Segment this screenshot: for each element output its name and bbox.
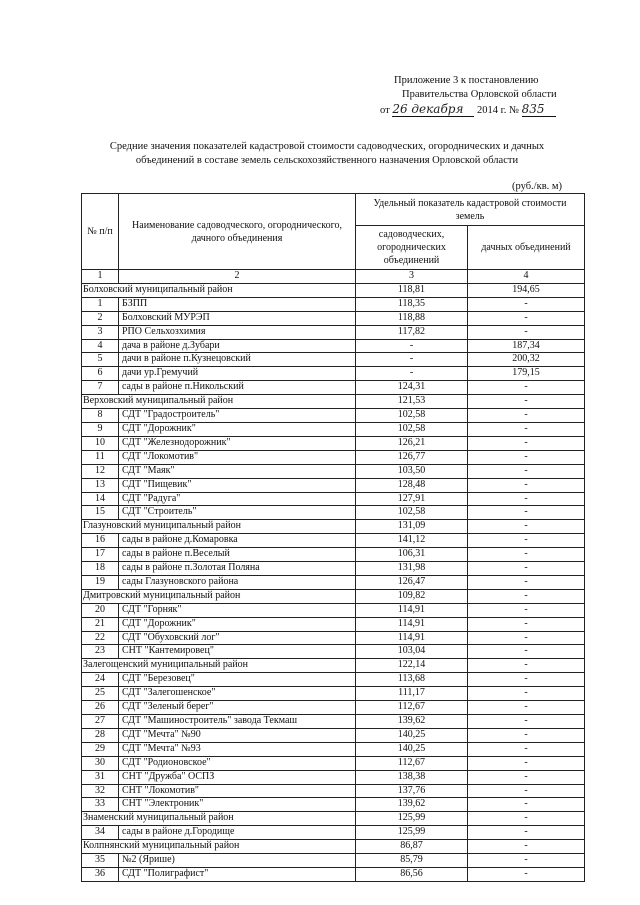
gardening-value: 85,79 bbox=[356, 854, 468, 868]
dacha-value: - bbox=[468, 603, 585, 617]
gardening-value: 140,25 bbox=[356, 728, 468, 742]
column-number: 1 bbox=[82, 270, 119, 284]
association-name: СДТ "Дорожник" bbox=[119, 422, 356, 436]
dacha-value: - bbox=[468, 395, 585, 409]
gardening-value: 139,62 bbox=[356, 715, 468, 729]
dacha-value: - bbox=[468, 867, 585, 881]
dacha-value: - bbox=[468, 645, 585, 659]
dacha-value: - bbox=[468, 673, 585, 687]
column-number-row bbox=[82, 270, 585, 284]
dacha-value: - bbox=[468, 701, 585, 715]
dacha-value: - bbox=[468, 409, 585, 423]
gardening-value: - bbox=[356, 367, 468, 381]
row-number: 5 bbox=[82, 353, 119, 367]
table-row bbox=[82, 575, 585, 589]
dacha-value: - bbox=[468, 840, 585, 854]
association-name: БЗПП bbox=[119, 297, 356, 311]
row-number: 23 bbox=[82, 645, 119, 659]
dacha-value: - bbox=[468, 478, 585, 492]
dacha-value: - bbox=[468, 784, 585, 798]
association-name: сады в районе д.Городище bbox=[119, 826, 356, 840]
row-number: 26 bbox=[82, 701, 119, 715]
table-row bbox=[82, 311, 585, 325]
gardening-value: 113,68 bbox=[356, 673, 468, 687]
association-name: РПО Сельхозхимия bbox=[119, 325, 356, 339]
row-number: 36 bbox=[82, 867, 119, 881]
district-row bbox=[82, 589, 585, 603]
table-row bbox=[82, 687, 585, 701]
row-number: 9 bbox=[82, 422, 119, 436]
document-header bbox=[380, 74, 630, 118]
gardening-value: 114,91 bbox=[356, 603, 468, 617]
header-value-group: Удельный показатель кадастровой стоимости земель bbox=[356, 194, 585, 226]
row-number: 16 bbox=[82, 534, 119, 548]
header-line-2: Правительства Орловской области bbox=[402, 89, 557, 100]
row-number: 25 bbox=[82, 687, 119, 701]
row-number: 14 bbox=[82, 492, 119, 506]
dacha-value: - bbox=[468, 311, 585, 325]
row-number: 4 bbox=[82, 339, 119, 353]
row-number: 27 bbox=[82, 715, 119, 729]
column-number: 4 bbox=[468, 270, 585, 284]
row-number: 10 bbox=[82, 436, 119, 450]
table-row bbox=[82, 617, 585, 631]
dacha-value: - bbox=[468, 728, 585, 742]
table-row bbox=[82, 742, 585, 756]
gardening-value: 125,99 bbox=[356, 812, 468, 826]
row-number: 15 bbox=[82, 506, 119, 520]
table-row bbox=[82, 548, 585, 562]
association-name: дачи ур.Гремучий bbox=[119, 367, 356, 381]
association-name: СДТ "Зеленый берег" bbox=[119, 701, 356, 715]
dacha-value: - bbox=[468, 548, 585, 562]
row-number: 8 bbox=[82, 409, 119, 423]
gardening-value: 127,91 bbox=[356, 492, 468, 506]
district-name: Колпнянский муниципальный район bbox=[82, 840, 356, 854]
association-name: СДТ "Родионовское" bbox=[119, 756, 356, 770]
table-row bbox=[82, 701, 585, 715]
district-row bbox=[82, 395, 585, 409]
association-name: СДТ "Обуховский лог" bbox=[119, 631, 356, 645]
table-row bbox=[82, 464, 585, 478]
dacha-value: - bbox=[468, 589, 585, 603]
dacha-value: - bbox=[468, 812, 585, 826]
gardening-value: 118,88 bbox=[356, 311, 468, 325]
district-row bbox=[82, 812, 585, 826]
gardening-value: 86,56 bbox=[356, 867, 468, 881]
column-number: 3 bbox=[356, 270, 468, 284]
table-row bbox=[82, 728, 585, 742]
table-row bbox=[82, 756, 585, 770]
table-row bbox=[82, 784, 585, 798]
dacha-value: - bbox=[468, 798, 585, 812]
district-row bbox=[82, 283, 585, 297]
table-row bbox=[82, 450, 585, 464]
dacha-value: - bbox=[468, 297, 585, 311]
handwritten-number: 835 bbox=[522, 102, 556, 117]
association-name: сады в районе п.Никольский bbox=[119, 381, 356, 395]
association-name: СДТ "Локомотив" bbox=[119, 450, 356, 464]
gardening-value: 103,04 bbox=[356, 645, 468, 659]
table-row bbox=[82, 715, 585, 729]
association-name: СДТ "Горняк" bbox=[119, 603, 356, 617]
association-name: СДТ "Градостроитель" bbox=[119, 409, 356, 423]
row-number: 2 bbox=[82, 311, 119, 325]
gardening-value: 114,91 bbox=[356, 617, 468, 631]
dacha-value: - bbox=[468, 436, 585, 450]
header-col3: садоводческих, огороднических объединений bbox=[356, 226, 468, 270]
dacha-value: - bbox=[468, 562, 585, 576]
row-number: 29 bbox=[82, 742, 119, 756]
table-row bbox=[82, 353, 585, 367]
row-number: 19 bbox=[82, 575, 119, 589]
gardening-value: 118,81 bbox=[356, 283, 468, 297]
association-name: СДТ "Маяк" bbox=[119, 464, 356, 478]
association-name: сады в районе п.Золотая Поляна bbox=[119, 562, 356, 576]
dacha-value: - bbox=[468, 575, 585, 589]
gardening-value: 126,77 bbox=[356, 450, 468, 464]
association-name: СНТ "Локомотив" bbox=[119, 784, 356, 798]
dacha-value: - bbox=[468, 492, 585, 506]
gardening-value: 139,62 bbox=[356, 798, 468, 812]
dacha-value: - bbox=[468, 826, 585, 840]
table-row bbox=[82, 297, 585, 311]
dacha-value: - bbox=[468, 631, 585, 645]
row-number: 32 bbox=[82, 784, 119, 798]
gardening-value: 112,67 bbox=[356, 701, 468, 715]
gardening-value: 122,14 bbox=[356, 659, 468, 673]
gardening-value: 109,82 bbox=[356, 589, 468, 603]
dacha-value: - bbox=[468, 422, 585, 436]
association-name: СДТ "Мечта" №90 bbox=[119, 728, 356, 742]
association-name: №2 (Ярише) bbox=[119, 854, 356, 868]
table-row bbox=[82, 339, 585, 353]
association-name: СДТ "Пищевик" bbox=[119, 478, 356, 492]
row-number: 12 bbox=[82, 464, 119, 478]
gardening-value: 131,09 bbox=[356, 520, 468, 534]
dacha-value: - bbox=[468, 770, 585, 784]
gardening-value: 131,98 bbox=[356, 562, 468, 576]
gardening-value: 128,48 bbox=[356, 478, 468, 492]
gardening-value: 137,76 bbox=[356, 784, 468, 798]
association-name: СДТ "Залегошенское" bbox=[119, 687, 356, 701]
gardening-value: - bbox=[356, 353, 468, 367]
dacha-value: - bbox=[468, 854, 585, 868]
district-name: Глазуновский муниципальный район bbox=[82, 520, 356, 534]
dacha-value: - bbox=[468, 381, 585, 395]
header-row bbox=[82, 194, 585, 226]
dacha-value: - bbox=[468, 450, 585, 464]
district-name: Болховский муниципальный район bbox=[82, 283, 356, 297]
gardening-value: 126,47 bbox=[356, 575, 468, 589]
table-row bbox=[82, 367, 585, 381]
dacha-value: - bbox=[468, 742, 585, 756]
association-name: СДТ "Радуга" bbox=[119, 492, 356, 506]
dacha-value: 200,32 bbox=[468, 353, 585, 367]
table-row bbox=[82, 325, 585, 339]
header-col4: дачных объединений bbox=[468, 226, 585, 270]
header-date-line bbox=[380, 102, 630, 118]
dacha-value: 187,34 bbox=[468, 339, 585, 353]
dacha-value: - bbox=[468, 464, 585, 478]
gardening-value: 102,58 bbox=[356, 422, 468, 436]
row-number: 17 bbox=[82, 548, 119, 562]
gardening-value: 141,12 bbox=[356, 534, 468, 548]
gardening-value: 121,53 bbox=[356, 395, 468, 409]
district-row bbox=[82, 840, 585, 854]
dacha-value: - bbox=[468, 506, 585, 520]
table-row bbox=[82, 534, 585, 548]
row-number: 13 bbox=[82, 478, 119, 492]
gardening-value: 112,67 bbox=[356, 756, 468, 770]
handwritten-date: 26 декабря bbox=[392, 102, 474, 117]
table-row bbox=[82, 798, 585, 812]
association-name: сады Глазуновского района bbox=[119, 575, 356, 589]
row-number: 28 bbox=[82, 728, 119, 742]
row-number: 6 bbox=[82, 367, 119, 381]
row-number: 24 bbox=[82, 673, 119, 687]
title-line-1: Средние значения показателей кадастровой стоимости садоводческих, огороднических и дачных bbox=[109, 141, 545, 152]
title-line-2: объединений в составе земель сельскохозяйственного назначения Орловской области bbox=[135, 155, 519, 166]
dacha-value: - bbox=[468, 520, 585, 534]
district-row bbox=[82, 659, 585, 673]
district-name: Дмитровский муниципальный район bbox=[82, 589, 356, 603]
association-name: СДТ "Полиграфист" bbox=[119, 867, 356, 881]
dacha-value: - bbox=[468, 687, 585, 701]
units-label: (руб./кв. м) bbox=[512, 181, 563, 192]
association-name: Болховский МУРЭП bbox=[119, 311, 356, 325]
gardening-value: 102,58 bbox=[356, 506, 468, 520]
dacha-value: - bbox=[468, 659, 585, 673]
row-number: 22 bbox=[82, 631, 119, 645]
row-number: 33 bbox=[82, 798, 119, 812]
district-name: Верховский муниципальный район bbox=[82, 395, 356, 409]
association-name: СДТ "Мечта" №93 bbox=[119, 742, 356, 756]
gardening-value: 106,31 bbox=[356, 548, 468, 562]
date-prefix: от bbox=[380, 105, 390, 116]
gardening-value: 138,38 bbox=[356, 770, 468, 784]
gardening-value: 103,50 bbox=[356, 464, 468, 478]
gardening-value: 102,58 bbox=[356, 409, 468, 423]
gardening-value: 117,82 bbox=[356, 325, 468, 339]
gardening-value: 86,87 bbox=[356, 840, 468, 854]
header-name: Наименование садоводческого, огороднического, дачного объединения bbox=[119, 194, 356, 270]
association-name: сады в районе д.Комаровка bbox=[119, 534, 356, 548]
row-number: 18 bbox=[82, 562, 119, 576]
gardening-value: 140,25 bbox=[356, 742, 468, 756]
district-name: Залегощенский муниципальный район bbox=[82, 659, 356, 673]
dacha-value: - bbox=[468, 325, 585, 339]
row-number: 1 bbox=[82, 297, 119, 311]
dacha-value: - bbox=[468, 617, 585, 631]
cadastral-value-table bbox=[81, 193, 585, 882]
district-name: Знаменский муниципальный район bbox=[82, 812, 356, 826]
row-number: 3 bbox=[82, 325, 119, 339]
association-name: сады в районе п.Веселый bbox=[119, 548, 356, 562]
table-row bbox=[82, 436, 585, 450]
gardening-value: 126,21 bbox=[356, 436, 468, 450]
table-row bbox=[82, 770, 585, 784]
column-number: 2 bbox=[119, 270, 356, 284]
row-number: 35 bbox=[82, 854, 119, 868]
table-row bbox=[82, 673, 585, 687]
table-row bbox=[82, 478, 585, 492]
table-row bbox=[82, 826, 585, 840]
year-text: 2014 г. № bbox=[476, 105, 519, 116]
district-row bbox=[82, 520, 585, 534]
header-line-1: Приложение 3 к постановлению bbox=[394, 75, 539, 86]
table-row bbox=[82, 381, 585, 395]
gardening-value: - bbox=[356, 339, 468, 353]
dacha-value: - bbox=[468, 534, 585, 548]
association-name: СДТ "Березовец" bbox=[119, 673, 356, 687]
table-row bbox=[82, 631, 585, 645]
row-number: 20 bbox=[82, 603, 119, 617]
association-name: дачи в районе п.Кузнецовский bbox=[119, 353, 356, 367]
table-row bbox=[82, 409, 585, 423]
dacha-value: 194,65 bbox=[468, 283, 585, 297]
row-number: 30 bbox=[82, 756, 119, 770]
table-row bbox=[82, 492, 585, 506]
dacha-value: 179,15 bbox=[468, 367, 585, 381]
gardening-value: 125,99 bbox=[356, 826, 468, 840]
table-row bbox=[82, 422, 585, 436]
dacha-value: - bbox=[468, 715, 585, 729]
gardening-value: 118,35 bbox=[356, 297, 468, 311]
table-row bbox=[82, 506, 585, 520]
row-number: 11 bbox=[82, 450, 119, 464]
gardening-value: 114,91 bbox=[356, 631, 468, 645]
association-name: СНТ "Кантемировец" bbox=[119, 645, 356, 659]
association-name: СДТ "Дорожник" bbox=[119, 617, 356, 631]
table-row bbox=[82, 867, 585, 881]
header-num: № п/п bbox=[82, 194, 119, 270]
table-row bbox=[82, 603, 585, 617]
association-name: СНТ "Электроник" bbox=[119, 798, 356, 812]
gardening-value: 124,31 bbox=[356, 381, 468, 395]
gardening-value: 111,17 bbox=[356, 687, 468, 701]
row-number: 31 bbox=[82, 770, 119, 784]
dacha-value: - bbox=[468, 756, 585, 770]
association-name: СДТ "Железнодорожник" bbox=[119, 436, 356, 450]
row-number: 7 bbox=[82, 381, 119, 395]
table-row bbox=[82, 854, 585, 868]
association-name: СНТ "Дружба" ОСПЗ bbox=[119, 770, 356, 784]
document-title bbox=[92, 140, 562, 168]
association-name: СДТ "Строитель" bbox=[119, 506, 356, 520]
row-number: 21 bbox=[82, 617, 119, 631]
association-name: дача в районе д.Зубари bbox=[119, 339, 356, 353]
row-number: 34 bbox=[82, 826, 119, 840]
table-row bbox=[82, 645, 585, 659]
association-name: СДТ "Машиностроитель" завода Текмаш bbox=[119, 715, 356, 729]
table-row bbox=[82, 562, 585, 576]
